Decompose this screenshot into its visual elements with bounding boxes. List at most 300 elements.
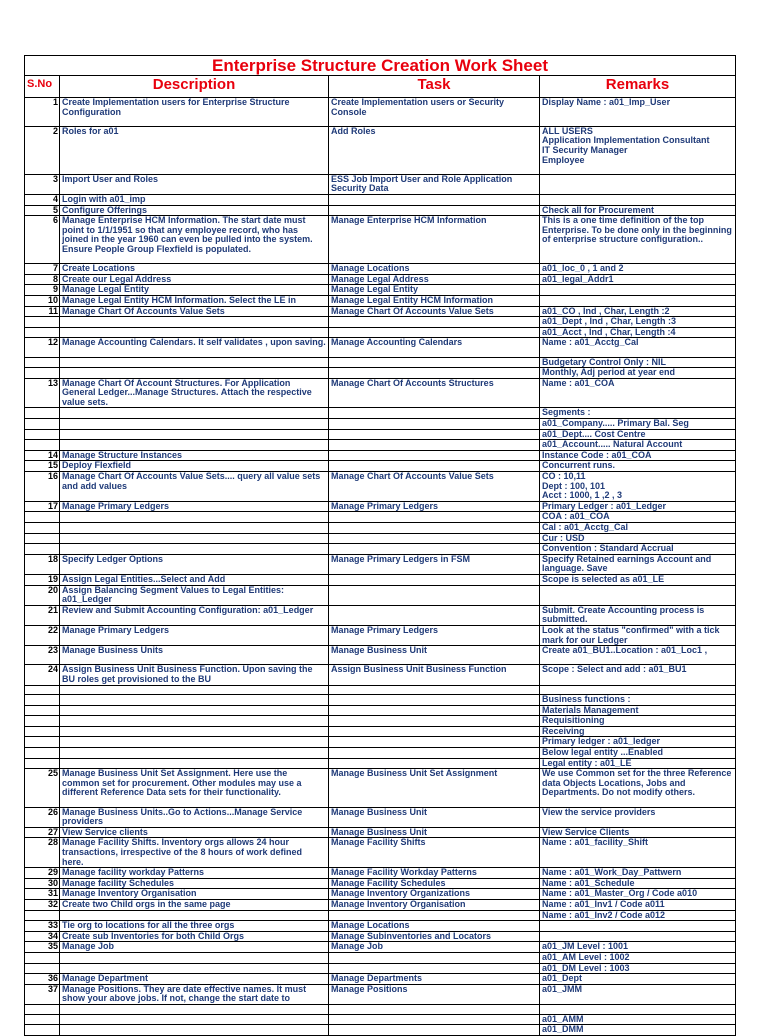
table-row <box>25 501 736 512</box>
row-number: 37 <box>25 984 60 1004</box>
row-description <box>60 1025 329 1036</box>
header-sno: S.No <box>25 76 60 98</box>
row-task <box>329 317 540 328</box>
row-description: Manage facility Schedules <box>60 878 329 889</box>
table-row <box>25 726 736 737</box>
row-number <box>25 533 60 544</box>
row-remarks: Create a01_BU1..Location : a01_Loc1 , <box>540 646 736 665</box>
row-number <box>25 910 60 921</box>
row-remarks <box>540 194 736 205</box>
row-remarks <box>540 685 736 695</box>
table-row <box>25 737 736 748</box>
row-description: Login with a01_imp <box>60 194 329 205</box>
row-number: 24 <box>25 665 60 685</box>
table-row <box>25 338 736 357</box>
row-number: 6 <box>25 216 60 264</box>
table-row <box>25 769 736 807</box>
row-description <box>60 910 329 921</box>
header-remarks: Remarks <box>540 76 736 98</box>
row-remarks: a01_JM Level : 1001 <box>540 942 736 953</box>
row-number: 20 <box>25 585 60 605</box>
row-number <box>25 1014 60 1025</box>
table-row <box>25 807 736 827</box>
row-number <box>25 685 60 695</box>
row-remarks: Name : a01_Schedule <box>540 878 736 889</box>
table-row <box>25 695 736 706</box>
row-remarks: Materials Management <box>540 705 736 716</box>
row-remarks: Receiving <box>540 726 736 737</box>
row-remarks: a01_Company..... Primary Bal. Seg <box>540 419 736 430</box>
row-number <box>25 726 60 737</box>
row-task: Manage Departments <box>329 974 540 985</box>
row-number <box>25 317 60 328</box>
row-task: Manage Business Unit <box>329 827 540 838</box>
row-description <box>60 952 329 963</box>
row-description: Create sub Inventories for both Child Orgs <box>60 931 329 942</box>
row-description: Manage Chart Of Account Structures. For Application General Ledger...Manage Structures. Attach the respective value sets. <box>60 378 329 408</box>
row-remarks: Requisitioning <box>540 716 736 727</box>
row-task: Manage Facility Shifts <box>329 838 540 868</box>
row-number: 33 <box>25 921 60 932</box>
table-row <box>25 931 736 942</box>
table-row <box>25 605 736 625</box>
row-remarks: Legal entity : a01_LE <box>540 758 736 769</box>
row-task <box>329 705 540 716</box>
header-description: Description <box>60 76 329 98</box>
table-row <box>25 748 736 759</box>
row-description: Manage Job <box>60 942 329 953</box>
table-row <box>25 408 736 419</box>
row-task <box>329 963 540 974</box>
row-number: 5 <box>25 205 60 216</box>
row-description: Manage Inventory Organisation <box>60 889 329 900</box>
row-number: 25 <box>25 769 60 807</box>
row-number <box>25 512 60 523</box>
row-task: Manage Legal Entity <box>329 285 540 296</box>
row-remarks <box>540 585 736 605</box>
row-description: Manage Department <box>60 974 329 985</box>
row-number: 28 <box>25 838 60 868</box>
row-description <box>60 357 329 368</box>
row-task <box>329 357 540 368</box>
row-description: Review and Submit Accounting Configuration: a01_Ledger <box>60 605 329 625</box>
row-task: Manage Legal Entity HCM Information <box>329 295 540 306</box>
table-row <box>25 625 736 645</box>
row-remarks: a01_JMM <box>540 984 736 1004</box>
table-row <box>25 974 736 985</box>
row-number <box>25 716 60 727</box>
row-remarks: This is a one time definition of the top Enterprise. To be done only in the beginning of enterprise structure configuration.. <box>540 216 736 264</box>
table-row <box>25 512 736 523</box>
table-row <box>25 544 736 555</box>
row-task <box>329 910 540 921</box>
sheet-title: Enterprise Structure Creation Work Sheet <box>25 56 736 76</box>
row-task: Manage Accounting Calendars <box>329 338 540 357</box>
row-remarks: a01_legal_Addr1 <box>540 274 736 285</box>
header-task: Task <box>329 76 540 98</box>
row-task: Manage Inventory Organizations <box>329 889 540 900</box>
row-task <box>329 368 540 379</box>
row-task: Manage Business Unit <box>329 646 540 665</box>
row-task: Manage Chart Of Accounts Value Sets <box>329 472 540 502</box>
table-row <box>25 327 736 338</box>
row-description: Manage Legal Entity <box>60 285 329 296</box>
table-row <box>25 1014 736 1025</box>
row-number: 8 <box>25 274 60 285</box>
row-description: Manage Accounting Calendars. It self validates , upon saving. <box>60 338 329 357</box>
row-number: 36 <box>25 974 60 985</box>
row-description: Manage Positions. They are date effective names. It must show your above jobs. If not, change the start date to <box>60 984 329 1004</box>
row-description <box>60 419 329 430</box>
row-remarks <box>540 921 736 932</box>
row-remarks: Budgetary Control Only : NIL <box>540 357 736 368</box>
table-row <box>25 878 736 889</box>
row-remarks: a01_Acct , Ind , Char, Length :4 <box>540 327 736 338</box>
row-remarks: a01_AM Level : 1002 <box>540 952 736 963</box>
row-remarks: Check all for Procurement <box>540 205 736 216</box>
row-description <box>60 429 329 440</box>
row-remarks <box>540 174 736 194</box>
row-description: Specify Ledger Options <box>60 554 329 574</box>
row-description: Manage Structure Instances <box>60 450 329 461</box>
row-task <box>329 952 540 963</box>
row-description <box>60 512 329 523</box>
row-number: 17 <box>25 501 60 512</box>
row-remarks <box>540 285 736 296</box>
table-row <box>25 838 736 868</box>
row-task <box>329 440 540 451</box>
row-task: Manage Enterprise HCM Information <box>329 216 540 264</box>
row-task: Manage Inventory Organisation <box>329 900 540 911</box>
row-number: 11 <box>25 306 60 317</box>
table-row <box>25 1025 736 1036</box>
row-number <box>25 368 60 379</box>
row-remarks: Name : a01_Master_Org / Code a010 <box>540 889 736 900</box>
row-task <box>329 726 540 737</box>
table-row <box>25 889 736 900</box>
row-description: Create Locations <box>60 264 329 275</box>
row-remarks: CO : 10,11 Dept : 100, 101 Acct : 1000, 1 ,2 , 3 <box>540 472 736 502</box>
table-row <box>25 1004 736 1014</box>
row-description: Manage Chart Of Accounts Value Sets.... query all value sets and add values <box>60 472 329 502</box>
row-description <box>60 368 329 379</box>
worksheet-body <box>25 56 736 1036</box>
row-remarks <box>540 1004 736 1014</box>
row-number: 18 <box>25 554 60 574</box>
row-description <box>60 523 329 534</box>
table-row <box>25 827 736 838</box>
row-remarks: Scope is selected as a01_LE <box>540 574 736 585</box>
row-remarks: Name : a01_Inv1 / Code a011 <box>540 900 736 911</box>
row-task <box>329 523 540 534</box>
row-number: 30 <box>25 878 60 889</box>
row-description: Manage Business Unit Set Assignment. Here use the common set for procurement. Other modules may use a different Reference Data sets for their functionality. <box>60 769 329 807</box>
row-number: 26 <box>25 807 60 827</box>
row-task: Manage Job <box>329 942 540 953</box>
row-description: Manage Legal Entity HCM Information. Select the LE in <box>60 295 329 306</box>
table-row <box>25 205 736 216</box>
row-remarks: a01_AMM <box>540 1014 736 1025</box>
row-number: 10 <box>25 295 60 306</box>
row-task: Manage Primary Ledgers <box>329 501 540 512</box>
row-description: Assign Balancing Segment Values to Legal Entities: a01_Ledger <box>60 585 329 605</box>
table-row <box>25 194 736 205</box>
row-remarks: Name : a01_Work_Day_Pattwern <box>540 868 736 879</box>
row-description <box>60 963 329 974</box>
row-remarks: Submit. Create Accounting process is submitted. <box>540 605 736 625</box>
row-remarks: a01_Dept.... Cost Centre <box>540 429 736 440</box>
row-number <box>25 952 60 963</box>
row-task <box>329 1004 540 1014</box>
table-row <box>25 450 736 461</box>
row-task: ESS Job Import User and Role Application Security Data <box>329 174 540 194</box>
row-description <box>60 685 329 695</box>
row-task <box>329 194 540 205</box>
row-remarks: View the service providers <box>540 807 736 827</box>
row-number <box>25 737 60 748</box>
row-task: Manage Legal Address <box>329 274 540 285</box>
row-task <box>329 1014 540 1025</box>
row-description <box>60 726 329 737</box>
row-remarks: Segments : <box>540 408 736 419</box>
row-number: 31 <box>25 889 60 900</box>
table-row <box>25 868 736 879</box>
table-row <box>25 665 736 685</box>
row-remarks: a01_loc_0 , 1 and 2 <box>540 264 736 275</box>
table-row <box>25 378 736 408</box>
row-number <box>25 963 60 974</box>
table-row <box>25 963 736 974</box>
row-number: 32 <box>25 900 60 911</box>
row-remarks: Name : a01_Inv2 / Code a012 <box>540 910 736 921</box>
row-task <box>329 327 540 338</box>
row-task <box>329 605 540 625</box>
row-description: Assign Business Unit Business Function. Upon saving the BU roles get provisioned to the BU <box>60 665 329 685</box>
table-row <box>25 685 736 695</box>
table-row <box>25 295 736 306</box>
row-remarks: ALL USERS Application Implementation Consultant IT Security Manager Employee <box>540 126 736 174</box>
row-description: Create Implementation users for Enterprise Structure Configuration <box>60 98 329 127</box>
row-description <box>60 1004 329 1014</box>
row-remarks: We use Common set for the three Reference data Objects Locations, Jobs and Departments. Do not modify others. <box>540 769 736 807</box>
row-description: Create our Legal Address <box>60 274 329 285</box>
table-row <box>25 921 736 932</box>
header-row <box>25 76 736 98</box>
row-number <box>25 408 60 419</box>
table-row <box>25 758 736 769</box>
row-task: Manage Business Unit Set Assignment <box>329 769 540 807</box>
table-row <box>25 274 736 285</box>
row-task <box>329 419 540 430</box>
row-remarks: Concurrent runs. <box>540 461 736 472</box>
worksheet-table <box>24 55 736 1036</box>
row-task: Add Roles <box>329 126 540 174</box>
row-number: 12 <box>25 338 60 357</box>
row-task <box>329 695 540 706</box>
row-number <box>25 523 60 534</box>
table-row <box>25 900 736 911</box>
table-row <box>25 952 736 963</box>
row-task: Manage Locations <box>329 264 540 275</box>
table-row <box>25 216 736 264</box>
row-description: Create two Child orgs in the same page <box>60 900 329 911</box>
row-number: 21 <box>25 605 60 625</box>
row-description <box>60 440 329 451</box>
row-number <box>25 748 60 759</box>
row-remarks: a01_CO , Ind , Char, Length :2 <box>540 306 736 317</box>
row-number: 34 <box>25 931 60 942</box>
row-number <box>25 440 60 451</box>
row-description: Manage facility workday Patterns <box>60 868 329 879</box>
row-number: 16 <box>25 472 60 502</box>
table-row <box>25 646 736 665</box>
row-number: 35 <box>25 942 60 953</box>
row-remarks: a01_DMM <box>540 1025 736 1036</box>
row-task: Create Implementation users or Security Console <box>329 98 540 127</box>
table-row <box>25 942 736 953</box>
row-number: 23 <box>25 646 60 665</box>
row-remarks: Cal : a01_Acctg_Cal <box>540 523 736 534</box>
row-description <box>60 327 329 338</box>
row-number: 9 <box>25 285 60 296</box>
row-task <box>329 685 540 695</box>
row-number <box>25 758 60 769</box>
row-number <box>25 705 60 716</box>
table-row <box>25 306 736 317</box>
row-number <box>25 544 60 555</box>
row-number <box>25 357 60 368</box>
row-description <box>60 716 329 727</box>
row-task: Manage Positions <box>329 984 540 1004</box>
row-number: 1 <box>25 98 60 127</box>
row-number <box>25 419 60 430</box>
row-task <box>329 716 540 727</box>
table-row <box>25 574 736 585</box>
table-row <box>25 264 736 275</box>
row-task: Manage Business Unit <box>329 807 540 827</box>
table-row <box>25 523 736 534</box>
row-task <box>329 1025 540 1036</box>
row-remarks: Look at the status "confirmed" with a tick mark for our Ledger <box>540 625 736 645</box>
row-description: Deploy Flexfield <box>60 461 329 472</box>
row-remarks: a01_DM Level : 1003 <box>540 963 736 974</box>
table-row <box>25 440 736 451</box>
row-description <box>60 758 329 769</box>
row-task: Manage Facility Workday Patterns <box>329 868 540 879</box>
row-task: Manage Subinventories and Locators <box>329 931 540 942</box>
row-description <box>60 533 329 544</box>
row-task <box>329 461 540 472</box>
row-number: 4 <box>25 194 60 205</box>
row-remarks: Specify Retained earnings Account and language. Save <box>540 554 736 574</box>
row-remarks: View Service Clients <box>540 827 736 838</box>
row-description <box>60 1014 329 1025</box>
row-description <box>60 737 329 748</box>
table-row <box>25 472 736 502</box>
row-remarks: Display Name : a01_Imp_User <box>540 98 736 127</box>
row-number <box>25 327 60 338</box>
table-row <box>25 585 736 605</box>
row-remarks: Name : a01_facility_Shift <box>540 838 736 868</box>
row-remarks <box>540 931 736 942</box>
row-description: Import User and Roles <box>60 174 329 194</box>
row-task <box>329 758 540 769</box>
row-number: 3 <box>25 174 60 194</box>
row-description: Tie org to locations for all the three orgs <box>60 921 329 932</box>
table-row <box>25 126 736 174</box>
row-number <box>25 1004 60 1014</box>
row-description: Manage Chart Of Accounts Value Sets <box>60 306 329 317</box>
row-remarks: Primary ledger : a01_ledger <box>540 737 736 748</box>
row-number: 19 <box>25 574 60 585</box>
row-number: 13 <box>25 378 60 408</box>
row-task <box>329 205 540 216</box>
table-row <box>25 368 736 379</box>
row-description: View Service clients <box>60 827 329 838</box>
table-row <box>25 317 736 328</box>
row-task <box>329 737 540 748</box>
row-description: Roles for a01 <box>60 126 329 174</box>
row-task: Manage Primary Ledgers in FSM <box>329 554 540 574</box>
row-description <box>60 748 329 759</box>
row-number: 14 <box>25 450 60 461</box>
row-remarks: Name : a01_COA <box>540 378 736 408</box>
row-description <box>60 317 329 328</box>
table-row <box>25 429 736 440</box>
row-remarks: Cur : USD <box>540 533 736 544</box>
row-remarks: Primary Ledger : a01_Ledger <box>540 501 736 512</box>
row-description <box>60 544 329 555</box>
row-task <box>329 408 540 419</box>
table-row <box>25 554 736 574</box>
row-task <box>329 450 540 461</box>
row-number <box>25 695 60 706</box>
table-row <box>25 705 736 716</box>
row-number <box>25 1025 60 1036</box>
row-description <box>60 408 329 419</box>
table-row <box>25 357 736 368</box>
row-remarks: Convention : Standard Accrual <box>540 544 736 555</box>
row-description: Manage Business Units <box>60 646 329 665</box>
row-remarks: COA : a01_COA <box>540 512 736 523</box>
row-task: Manage Locations <box>329 921 540 932</box>
table-row <box>25 98 736 127</box>
row-number: 2 <box>25 126 60 174</box>
row-task: Manage Chart Of Accounts Value Sets <box>329 306 540 317</box>
row-remarks: Business functions : <box>540 695 736 706</box>
table-row <box>25 910 736 921</box>
row-description: Manage Primary Ledgers <box>60 501 329 512</box>
row-task <box>329 512 540 523</box>
row-remarks: Below legal entity ...Enabled <box>540 748 736 759</box>
row-number: 22 <box>25 625 60 645</box>
row-task <box>329 544 540 555</box>
row-remarks: a01_Dept , Ind , Char, Length :3 <box>540 317 736 328</box>
row-remarks: a01_Account..... Natural Account <box>540 440 736 451</box>
table-row <box>25 419 736 430</box>
row-number <box>25 429 60 440</box>
title-row <box>25 56 736 76</box>
row-remarks: Name : a01_Acctg_Cal <box>540 338 736 357</box>
table-row <box>25 716 736 727</box>
row-number: 7 <box>25 264 60 275</box>
row-task: Manage Chart Of Accounts Structures <box>329 378 540 408</box>
row-description <box>60 705 329 716</box>
row-description: Assign Legal Entities...Select and Add <box>60 574 329 585</box>
row-description <box>60 695 329 706</box>
row-description: Manage Facility Shifts. Inventory orgs allows 24 hour transactions, irrespective of the 8 hours of work defined here. <box>60 838 329 868</box>
row-remarks: a01_Dept <box>540 974 736 985</box>
